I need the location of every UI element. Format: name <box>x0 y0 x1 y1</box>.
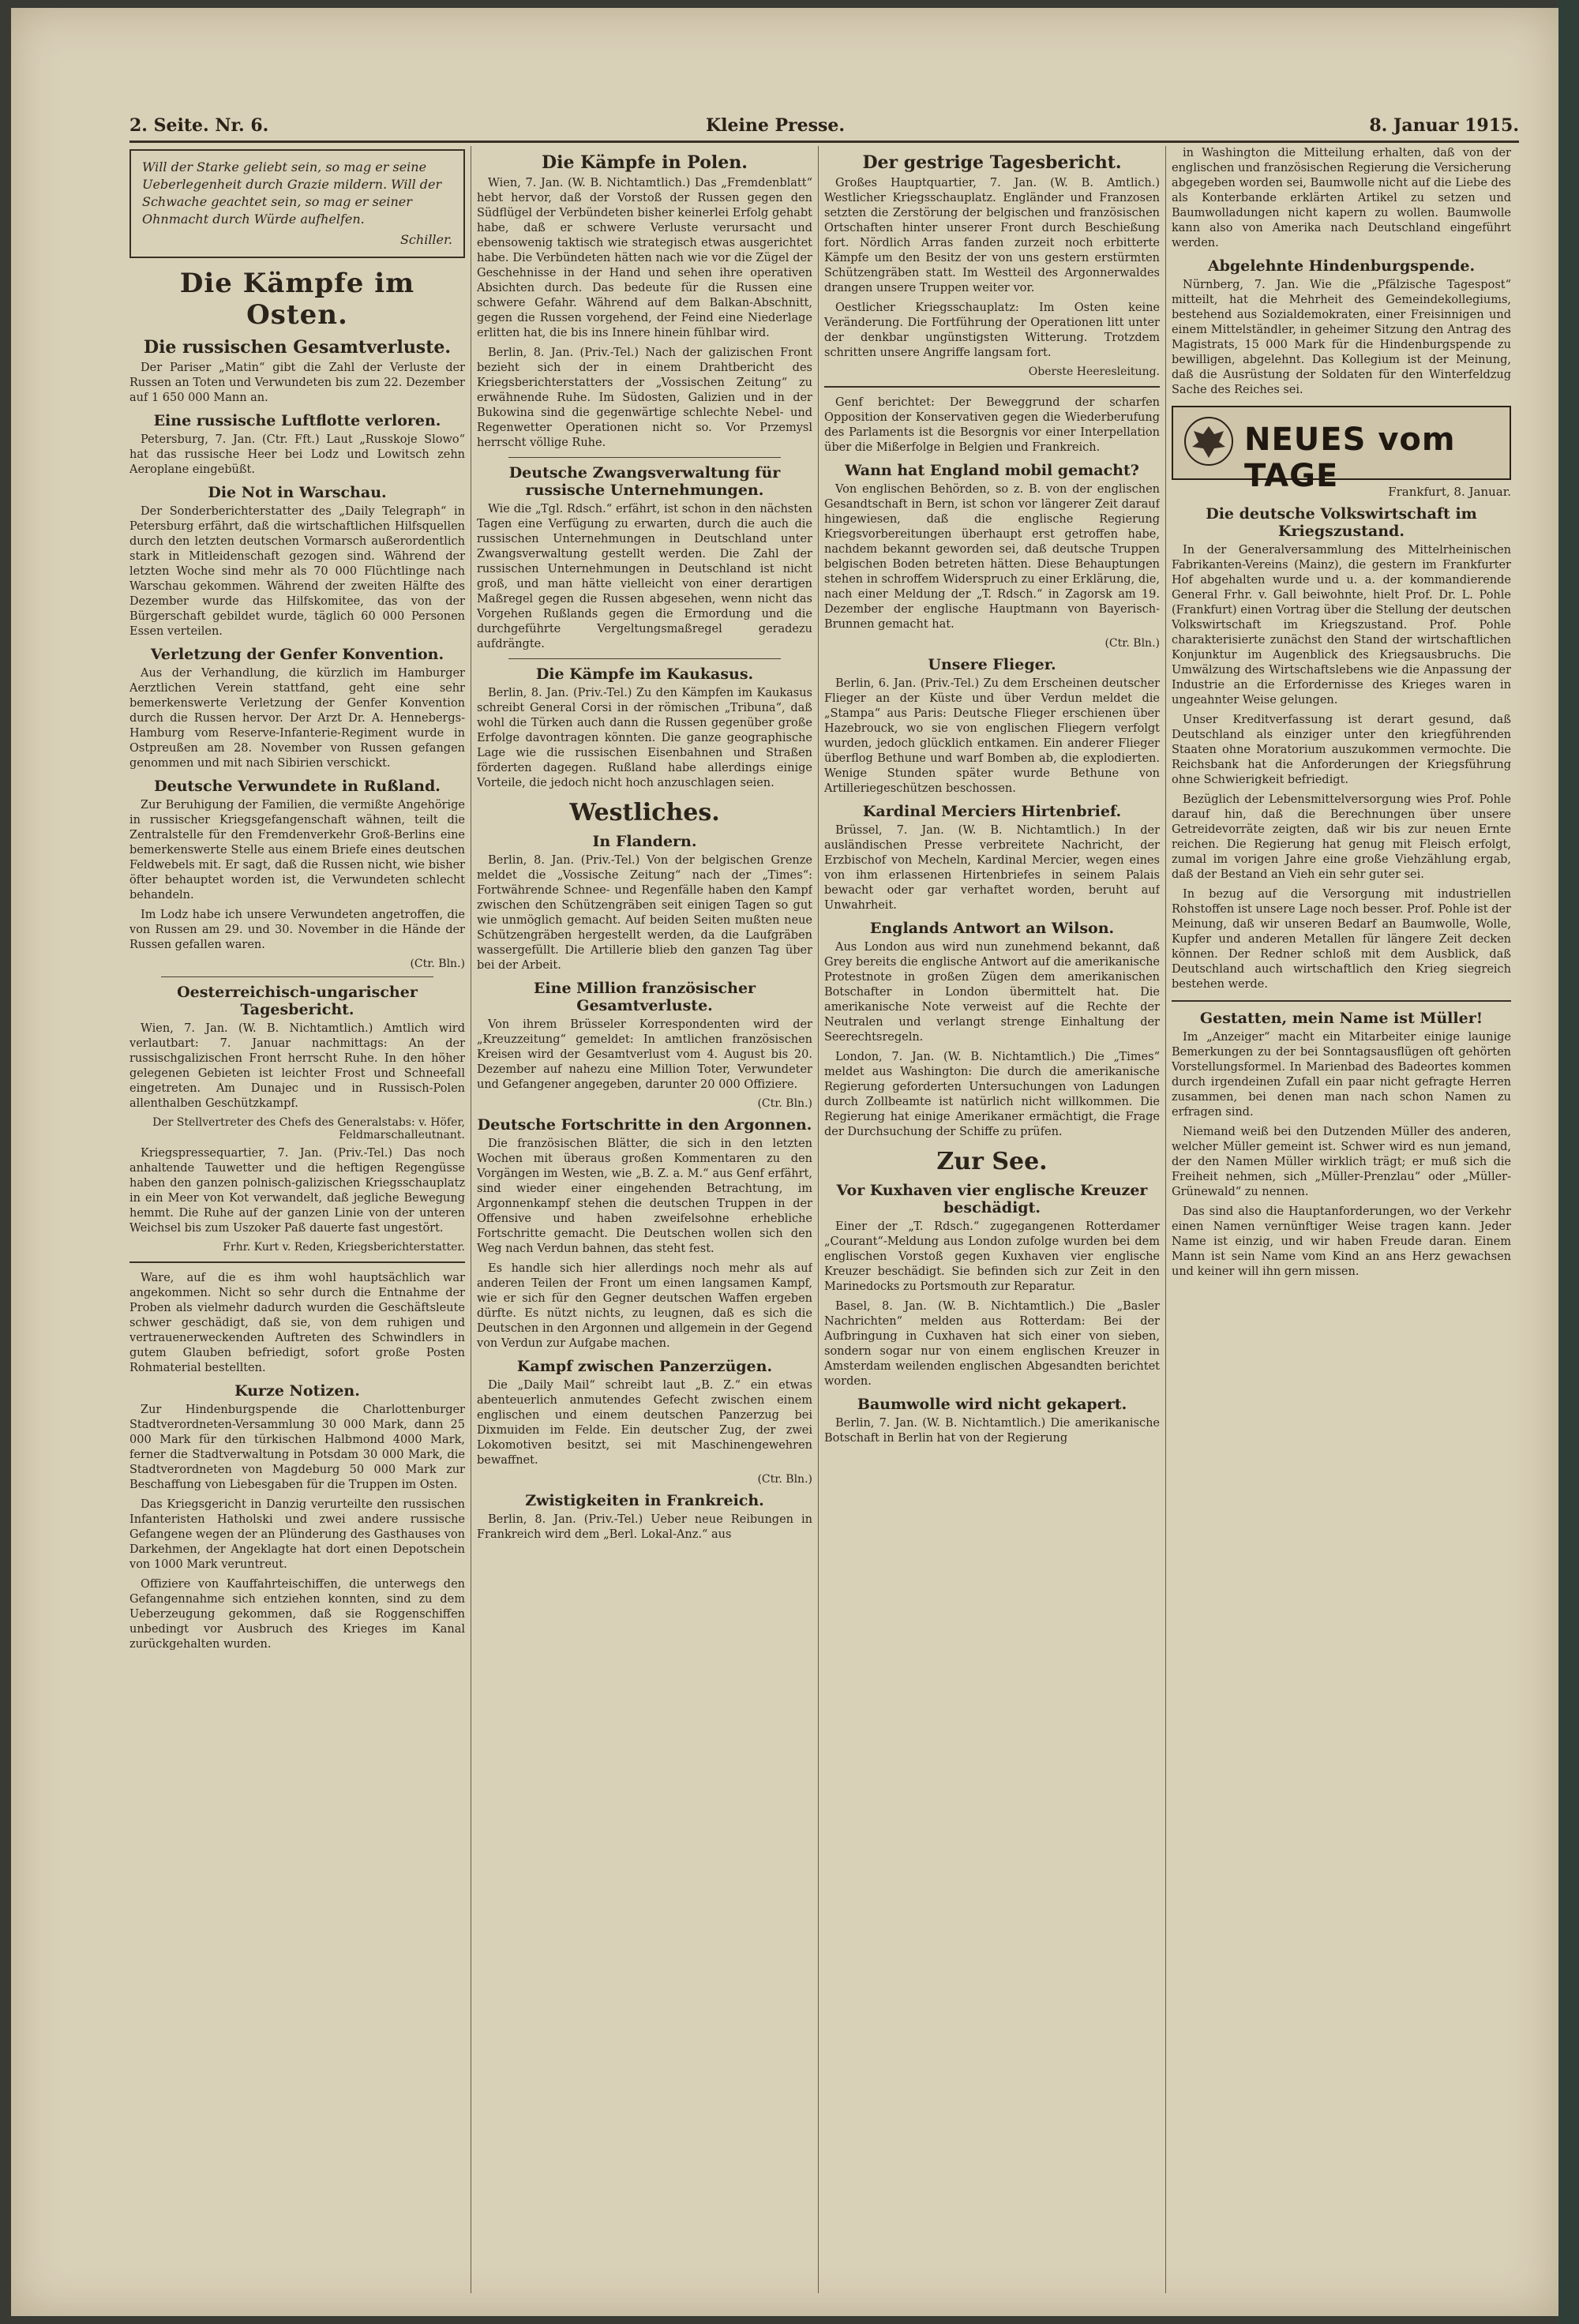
eagle-icon <box>1183 415 1235 467</box>
quote-box <box>129 149 465 258</box>
article-paragraph: Der Sonderberichterstatter des „Daily Telegraph“ in Petersburg erfährt, daß die wirtschaftlichen Hilfsquellen durch den letzten deutschen Vormarsch außerordentlich stark in Mitleidenschaft gezogen sind. Während der letzten Woche sind mehr als 70 000 Flüchtlinge nach Warschau gekommen. Während der zweiten Hälfte des Dezember wurde das Hilfskomitee, das von der Bürgerschaft gebildet wurde, täglich 60 000 Personen Essen verteilen. <box>129 505 465 638</box>
article-paragraph: London, 7. Jan. (W. B. Nichtamtlich.) Die „Times“ meldet aus Washington: Die durch die amerikanische Regierung geforderten Untersuchungen von Ladungen durch Zollbeamte ist natürlich nicht willkommen. Die Regierung hat einige Amerikaner ermächtigt, die Frage der Durchsuchung der Schiffe zu prüfen. <box>824 1051 1160 1138</box>
header-paper-name: Kleine Presse. <box>706 115 846 136</box>
headline-volkswirtschaft: Die deutsche Volkswirtschaft im Kriegszustand. <box>1206 505 1477 540</box>
quote-text: Will der Starke geliebt sein, so mag er seine Ueberlegenheit durch Grazie mildern. Will der Schwache geachtet sein, so mag er seiner Ohnmacht durch Würde aufhelfen. <box>142 159 442 227</box>
article-paragraph: Berlin, 8. Jan. (Priv.-Tel.) Von der belgischen Grenze meldet die „Vossische Zeitung“ nach der „Times“: Fortwährende Schnee- und Regenfälle haben den Kampf zwischen den Schützengräben seit einigen Tagen so gut wie unmöglich gemacht. Auf beiden Seiten mußten neue Schützengräben hergestellt werden, da die Laufgräben wassergefüllt. Die Artillerie blieb den ganzen Tag über bei der Arbeit. <box>477 854 812 972</box>
headline-kaukasus: Die Kämpfe im Kaukasus. <box>535 665 754 683</box>
logo-text: NEUES vom TAGE <box>1244 422 1456 494</box>
column-divider <box>818 146 819 2293</box>
subhead-warschau: Die Not in Warschau. <box>208 484 387 501</box>
separator <box>129 1261 465 1263</box>
article-paragraph: Genf berichtet: Der Beweggrund der scharfen Opposition der Konservativen gegen die Wiederberufung des Parlaments ist die Besorgnis vor einer Interpellation über die Mißerfolge in Belgien und Frankreich. <box>824 396 1160 454</box>
headline-zwangsverwaltung: Deutsche Zwangsverwaltung für russische Unternehmungen. <box>508 464 781 499</box>
article-paragraph: Niemand weiß bei den Dutzenden Müller des anderen, welcher Müller gemeint ist. Schwer wird es nun jemand, der den Namen Müller wirklich trägt; er muß sich die Freiheit nehmen, sich „Müller-Prenzlau“ oder „Müller-Grünewald“ zu nennen. <box>1172 1126 1511 1198</box>
headline-mueller: Gestatten, mein Name ist Müller! <box>1199 1010 1483 1027</box>
headline-flieger: Unsere Flieger. <box>928 656 1056 673</box>
article-paragraph: Nürnberg, 7. Jan. Wie die „Pfälzische Tagespost“ mitteilt, hat die Mehrheit des Gemeindekollegiums, bestehend aus Sozialdemokraten, einer Freisinnigen und einem Mittelständler, in geheimer Sitzung den Antrag des Magistrats, 15 000 Mark für die Hindenburgspende zu bewilligen, abgelehnt. Das Kollegium ist der Meinung, daß die Ausrüstung der Soldaten für den Winterfeldzug Sache des Reiches sei. <box>1172 279 1511 396</box>
article-signature: (Ctr. Bln.) <box>757 1097 812 1110</box>
article-paragraph: Berlin, 8. Jan. (Priv.-Tel.) Ueber neue Reibungen in Frankreich wird dem „Berl. Lokal-Anz.“ aus <box>477 1513 812 1541</box>
column-2 <box>477 146 812 2293</box>
article-paragraph: Kriegspressequartier, 7. Jan. (Priv.-Tel.) Das noch anhaltende Tauwetter und die heftigen Regengüsse haben den ganzen polnisch-galizischen Kriegsschauplatz in ein Meer von Kot verwandelt, daß jegliche Bewegung hemmt. Die Ruhe auf der ganzen Linie von der unteren Weichsel bis zum Uszoker Paß dauerte fast ungestört. <box>129 1147 465 1235</box>
article-paragraph: in Washington die Mitteilung erhalten, daß von der englischen und französischen Regierung die Versicherung abgegeben worden sei, Baumwolle nicht auf die Liebe des als Konterbande erklärten Artikel zu setzen und Baumwolladungen nicht kapern zu wollen. Baumwolle kann also von Amerika nach Deutschland eingeführt werden. <box>1172 147 1511 249</box>
separator <box>824 386 1160 388</box>
article-paragraph: Berlin, 8. Jan. (Priv.-Tel.) Zu den Kämpfen im Kaukasus schreibt General Corsi in der römischen „Tribuna“, daß wohl die Türken auch dann die Russen gegenüber große Erfolge davontragen könnten. Die ganze geographische Lage wie die russischen Eisenbahnen und Straßen förderten dagegen. Rußland habe allerdings einige Vorteile, die jedoch nicht hoch anzuschlagen seien. <box>477 687 812 789</box>
article-paragraph: Berlin, 6. Jan. (Priv.-Tel.) Zu dem Erscheinen deutscher Flieger an der Küste und über Verdun meldet die „Stampa“ aus Paris: Deutsche Flieger erschienen über Hazebrouck, wo sie von englischen Fliegern verfolgt wurden, jedoch glücklich entkamen. Ein anderer Flieger überflog Bethune und warf Bomben ab, die explodierten. Wenige Stunden später wurde Bethune von Artilleriegeschützen beschossen. <box>824 677 1160 795</box>
article-paragraph: Die französischen Blätter, die sich in den letzten Wochen mit überaus großen Kommentaren zu den Vorgängen im Westen, wie „B. Z. a. M.“ aus Genf erfährt, sind wieder einer eingehenden Betrachtung, im Argonnenkampf stehen die deutschen Truppen in der Offensive und haben zweifelsohne erhebliche Fortschritte gemacht. Die Deutschen wollen sich den Weg nach Verdun bahnen, das steht fest. <box>477 1138 812 1255</box>
article-paragraph: Der Pariser „Matin“ gibt die Zahl der Verluste der Russen an Toten und Verwundeten bis zum 22. Dezember auf 1 650 000 Mann an. <box>129 362 465 404</box>
header-page-number: 2. Seite. Nr. 6. <box>129 115 269 136</box>
article-paragraph: Das sind also die Hauptanforderungen, wo der Verkehr einen Namen vernünftiger Weise tragen kann. Jeder Name ist einzig, und wir haben Freude daran. Einem Mann ist sein Name vom Kind an ans Herz gewachsen und keiner will ihn gern missen. <box>1172 1205 1511 1278</box>
article-paragraph: Unser Kreditverfassung ist derart gesund, daß Deutschland als einziger unter den kriegführenden Staaten ohne Moratorium auszukommen vermochte. Die Reichsbank hat die Anforderungen der Kriegsführung ohne Schwierigkeit befriedigt. <box>1172 714 1511 786</box>
article-paragraph: Großes Hauptquartier, 7. Jan. (W. B. Amtlich.) Westlicher Kriegsschauplatz. Engländer und Franzosen setzten die Zerstörung der belgischen und französischen Ortschaften hinter unserer Front durch Beschießung fort. Nördlich Arras fanden zurzeit noch erbitterte Kämpfe um den Besitz der von uns gestern erstürmten Schützengräben statt. Im Westteil des Argonnerwaldes drangen unsere Truppen weiter vor. <box>824 177 1160 294</box>
headline-mercier: Kardinal Merciers Hirtenbrief. <box>862 803 1122 820</box>
subhead-verwundete: Deutsche Verwundete in Rußland. <box>154 778 441 795</box>
article-paragraph: Von ihrem Brüsseler Korrespondenten wird der „Kreuzzeitung“ gemeldet: In amtlichen französischen Kreisen wird der Gesamtverlust vom 4. August bis 20. Dezember auf nahezu eine Million Toter, Verwundeter und Gefangener angegeben, darunter 20 000 Offiziere. <box>477 1018 812 1091</box>
article-signature: (Ctr. Bln.) <box>1105 637 1160 650</box>
headline-panzerzuege: Kampf zwischen Panzerzügen. <box>516 1358 773 1375</box>
article-paragraph: Basel, 8. Jan. (W. B. Nichtamtlich.) Die „Basler Nachrichten“ melden aus Rotterdam: Bei der Aufbringung in Cuxhaven hat sich einer von sieben, sondern sogar nur von einem englischen Kreuzer in Amsterdam weilenden englischen Abgesandten berichtet worden. <box>824 1300 1160 1388</box>
subhead-flandern: In Flandern. <box>592 833 697 850</box>
headline-hindenburgspende: Abgelehnte Hindenburgspende. <box>1207 257 1476 275</box>
headline-westliches: Westliches. <box>569 799 720 827</box>
headline-baumwolle: Baumwolle wird nicht gekapert. <box>857 1396 1127 1413</box>
article-signature: (Ctr. Bln.) <box>410 958 465 970</box>
article-paragraph: Aus London aus wird nun zunehmend bekannt, daß Grey bereits die englische Antwort auf die amerikanische Protestnote in großen Zügen dem amerikanischen Botschafter in London übermittelt hat. Die amerikanische Note verweist auf die Rechte der Neutralen und verlangt strenge Einhaltung der Seerechtsregeln. <box>824 941 1160 1044</box>
article-paragraph: Aus der Verhandlung, die kürzlich im Hamburger Aerztlichen Verein stattfand, geht eine sehr bemerkenswerte Verletzung der Genfer Konvention durch die Russen hervor. Der Arzt Dr. A. Hennebergs-Hamburg vom Reserve-Infanterie-Regiment wurde in Ostpreußen am 28. November von Russen gefangen genommen und mit nach Sibirien verschickt. <box>129 667 465 770</box>
quote-author: Schiller. <box>399 232 452 247</box>
subhead-kuxhaven: Vor Kuxhaven vier englische Kreuzer beschädigt. <box>836 1182 1148 1216</box>
subhead-gesamtverluste: Die russischen Gesamtverluste. <box>143 337 452 358</box>
separator <box>161 976 433 977</box>
column-4 <box>1172 146 1511 2293</box>
article-signature: (Ctr. Bln.) <box>757 1473 812 1486</box>
article-paragraph: Bezüglich der Lebensmittelversorgung wies Prof. Pohle darauf hin, daß die Berechnungen über unsere Getreidevorräte zeigten, daß wir bis zur neuen Ernte reichen. Die Regierung hat genug mit Fleisch erfolgt, zumal im vorigen Jahre eine große Viehzählung ergab, daß der Bestand an Vieh ein sehr guter sei. <box>1172 793 1511 881</box>
headline-million-verluste: Eine Million französischer Gesamtverluste. <box>533 980 756 1014</box>
column-divider <box>1165 146 1166 2293</box>
subhead-luftflotte: Eine russische Luftflotte verloren. <box>153 412 441 429</box>
article-paragraph: Brüssel, 7. Jan. (W. B. Nichtamtlich.) In der ausländischen Presse verbreitete Nachricht, der Erzbischof von Mecheln, Kardinal Mercier, wegen eines von ihm erlassenen Hirtenbriefes in seinem Palais bewacht oder gar verhaftet worden, beruht auf Unwahrheit. <box>824 824 1160 912</box>
article-signature: Oberste Heeresleitung. <box>1028 365 1160 378</box>
article-paragraph: Einer der „T. Rdsch.“ zugegangenen Rotterdamer „Courant“-Meldung aus London zufolge wurden bei dem englischen Vorstoß gegen Kuxhaven vier englische Kreuzer beschädigt. Sie befinden sich zur Zeit in den Marinedocks zu Portsmouth zur Reparatur. <box>824 1220 1160 1293</box>
column-1 <box>129 146 465 2293</box>
article-paragraph: Berlin, 8. Jan. (Priv.-Tel.) Nach der galizischen Front bezieht sich der in einem Drahtbericht des Kriegsberichterstatters der „Vossischen Zeitung“ zu erwähnende Ruhe. Im Südosten, Galizien und in der Bukowina sind die gegenwärtige schlechte Nebel- und Regenwetter Operationen nicht so. Vor Przemysl herrscht völlige Ruhe. <box>477 347 812 449</box>
article-paragraph: Im Lodz habe ich unsere Verwundeten angetroffen, die von Russen am 29. und 30. November in die Hände der Russen gefallen waren. <box>129 909 465 951</box>
article-paragraph: Oestlicher Kriegsschauplatz: Im Osten keine Veränderung. Die Fortführung der Operationen litt unter der denkbar ungünstigsten Witterung. Trotzdem schritten unsere Angriffe langsam fort. <box>824 302 1160 359</box>
subhead-tagesbericht-oesterreich: Oesterreichisch-ungarischer Tagesbericht. <box>177 984 418 1018</box>
headline-tagesbericht: Der gestrige Tagesbericht. <box>862 152 1122 173</box>
newspaper-page <box>11 8 1558 2316</box>
article-paragraph: Im „Anzeiger“ macht ein Mitarbeiter einige launige Bemerkungen zu der bei Sonntagsausflügen oft gehörten Vorstellungsformel. In Marienbad des Badeortes kommen durch irgendeinen Zufall ein paar nicht gefragte Herren zusammen, bei denen man nach schon Namen zu erfragen sind. <box>1172 1031 1511 1119</box>
article-paragraph: Ware, auf die es ihm wohl hauptsächlich war angekommen. Nicht so sehr durch die Entnahme der Proben als vielmehr dadurch wurden die Geschäftsleute schwer geschädigt, daß sie, von dem ruhigen und vertrauenerweckenden Auftreten des Schwindlers in gutem Glauben befriedigt, sofort große Posten Rohmaterial bestellten. <box>129 1272 465 1374</box>
article-paragraph: Von englischen Behörden, so z. B. von der englischen Gesandtschaft in Bern, ist schon vor längerer Zeit darauf hingewiesen, daß die englische Regierung Kriegsvorbereitungen überhaupt erst getroffen habe, nachdem bekannt geworden sei, daß deutsche Truppen belgischen Boden betreten hätten. Diese Behauptungen stehen in schroffem Widerspruch zu einer Erklärung, die, nach einer Meldung der „T. Rdsch.“ in Zagorsk am 19. Dezember der englische Hauptmann von Bayerisch-Brunnen gemacht hat. <box>824 483 1160 631</box>
headline-kaempfe-osten: Die Kämpfe im Osten. <box>179 268 415 331</box>
article-paragraph: In der Generalversammlung des Mittelrheinischen Fabrikanten-Vereins (Mainz), die gestern im Frankfurter Hof abgehalten wurde und u. a. der kommandierende General Frhr. v. Gall beiwohnte, hielt Prof. Dr. L. Pohle (Frankfurt) einen Vortrag über die Stellung der deutschen Volkswirtschaft im Kriegszustand. Prof. Pohle charakterisierte zunächst den Stand der wirtschaftlichen Konjunktur im Augenblick des Kriegsausbruchs. Die Umwälzung des Wirtschaftslebens wie die Anpassung der Industrie an die Erfordernisse des Krieges waren in ungeahnter Weise gelungen. <box>1172 544 1511 707</box>
headline-kaempfe-polen: Die Kämpfe in Polen. <box>542 152 748 173</box>
article-paragraph: Die „Daily Mail“ schreibt laut „B. Z.“ ein etwas abenteuerlich anmutendes Gefecht zwischen einem englischen und einem deutschen Panzerzug bei Dixmuiden im Felde. Ein deutscher Zug, der zwei Lokomotiven besitzt, sei mit Maschinengewehren bewaffnet. <box>477 1379 812 1467</box>
headline-argonnen: Deutsche Fortschritte in den Argonnen. <box>477 1116 812 1134</box>
headline-england-mobil: Wann hat England mobil gemacht? <box>845 462 1139 479</box>
headline-zwistigkeiten: Zwistigkeiten in Frankreich. <box>525 1492 764 1509</box>
article-signature: Der Stellvertreter des Chefs des Generalstabs: v. Höfer, Feldmarschalleutnant. <box>152 1116 465 1141</box>
article-paragraph: Zur Hindenburgspende die Charlottenburger Stadtverordneten-Versammlung 30 000 Mark, dann 25 000 Mark für den türkischen Halbmond 4000 Mark, ferner die Stadtverwaltung in Potsdam 30 000 Mark, die Stadtverordneten von Magdeburg 50 000 Mark zur Beschaffung von Liebesgaben für die Truppen im Osten. <box>129 1404 465 1491</box>
article-paragraph: In bezug auf die Versorgung mit industriellen Rohstoffen ist unsere Lage noch besser. Prof. Pohle ist der Meinung, daß wir unseren Bedarf an Baumwolle, Wolle, Kupfer und anderen Metallen für längere Zeit decken können. Der Redner schloß mit dem Ausblick, daß Deutschland auch wirtschaftlich den Krieg siegreich bestehen werde. <box>1172 888 1511 991</box>
subhead-kurze-notizen: Kurze Notizen. <box>234 1382 360 1400</box>
page-header <box>129 111 1519 142</box>
headline-antwort-wilson: Englands Antwort an Wilson. <box>869 920 1115 937</box>
article-paragraph: Wien, 7. Jan. (W. B. Nichtamtlich.) Das „Fremdenblatt“ hebt hervor, daß der Vorstoß der Russen gegen den Südflügel der Verbündeten bisher keinerlei Erfolg gehabt habe, daß er schwere Verluste verursacht und ebensowenig taktisch wie strategisch etwas ausgerichtet habe. Die Verbündeten hätten nach wie vor die Zügel der Geschehnisse in der Hand und sehen ihre operativen Absichten durch. Das bedeute für die Russen eine schwere Gefahr. Während auf dem Balkan-Abschnitt, gegen die Russen vorgehend, der Feind eine Niederlage erlitten hat, die bis ins Innere hinein fühlbar wird. <box>477 177 812 339</box>
article-paragraph: Das Kriegsgericht in Danzig verurteilte den russischen Infanteristen Hatholski und zwei andere russische Gefangene wegen der an Plünderung des Gasthauses von Darkehmen, der Angeklagte hat dort einen Depotschein von 1000 Mark veruntreut. <box>129 1498 465 1571</box>
column-3 <box>824 146 1160 2293</box>
article-paragraph: Es handle sich hier allerdings noch mehr als auf anderen Teilen der Front um einen langsamen Kampf, wie er sich für den Gegner deutschen Waffen ergeben dürfte. Es nützt nichts, zu leugnen, daß es sich die Deutschen in den Argonnen und allgemein in der Gegend von Verdun zur Aufgabe machen. <box>477 1262 812 1350</box>
separator <box>1172 1000 1511 1002</box>
article-paragraph: Wie die „Tgl. Rdsch.“ erfährt, ist schon in den nächsten Tagen eine Verfügung zu erwarten, durch die auch die russischen Unternehmungen in Deutschland unter Zwangsverwaltung gestellt werden. Die Zahl der russischen Unternehmungen in Deutschland ist nicht groß, und man hätte vielleicht von einer derartigen Maßregel gegen die Russen abgesehen, wenn nicht das Vorgehen Rußlands gegen die Ermordung und die durchgeführte Vergeltungsmaßregel geradezu aufdrängte. <box>477 503 812 650</box>
separator <box>508 457 781 458</box>
article-paragraph: Zur Beruhigung der Familien, die vermißte Angehörige in russischer Kriegsgefangenschaft wähnen, teilt die Zentralstelle für den Fremdenverkehr Groß-Berlins eine bemerkenswerte Stelle aus einem Briefe eines deutschen Feldwebels mit. Er sagt, daß die Russen nicht, wie bisher öfter behauptet worden ist, die Verwundeten schlecht behandeln. <box>129 799 465 901</box>
article-paragraph: Wien, 7. Jan. (W. B. Nichtamtlich.) Amtlich wird verlautbart: 7. Januar nachmittags: An der russischgalizischen Front herrscht Ruhe. In den höher gelegenen Gebieten ist leichter Frost und Schneefall eingetreten. Am Dunajec und in Russisch-Polen allenthalben Geschützkampf. <box>129 1022 465 1110</box>
article-signature: Frhr. Kurt v. Reden, Kriegsberichterstatter. <box>223 1241 465 1254</box>
headline-zur-see: Zur See. <box>936 1148 1048 1175</box>
article-paragraph: Berlin, 7. Jan. (W. B. Nichtamtlich.) Die amerikanische Botschaft in Berlin hat von der Regierung <box>824 1417 1160 1445</box>
separator <box>508 658 781 659</box>
article-paragraph: Petersburg, 7. Jan. (Ctr. Fft.) Laut „Russkoje Slowo“ hat das russische Heer bei Lodz und Lowitsch zehn Aeroplane eingebüßt. <box>129 433 465 476</box>
dateline: Frankfurt, 8. Januar. <box>1388 485 1511 499</box>
header-date: 8. Januar 1915. <box>1369 115 1519 136</box>
header-rule <box>129 141 1519 143</box>
binding-edge <box>1558 0 1579 2324</box>
subhead-genfer-konvention: Verletzung der Genfer Konvention. <box>150 646 444 663</box>
article-paragraph: Offiziere von Kauffahrteischiffen, die unterwegs den Gefangennahme sich entziehen konnten, sind zu dem Ueberzeugung gekommen, daß sie Roggenschiffen unbedingt vor Ausbruch des Krieges im Kanal zurückgehalten wurden. <box>129 1578 465 1651</box>
